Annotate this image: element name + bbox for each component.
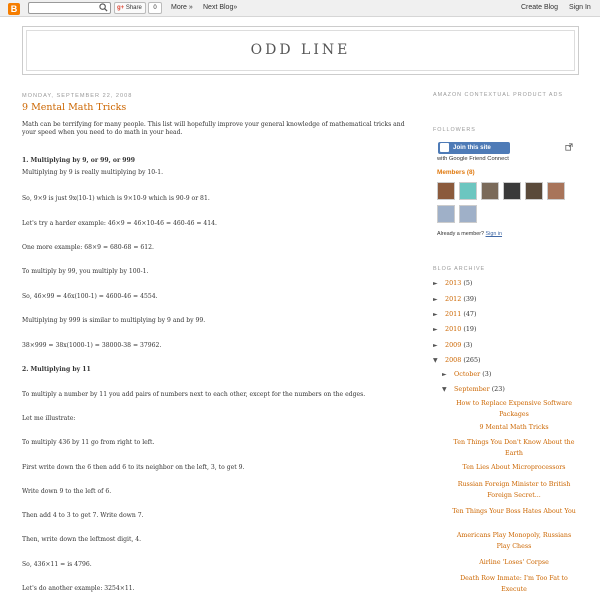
members-label[interactable]: Members (8) xyxy=(437,169,475,176)
archive-post-link[interactable]: Ten Things Your Boss Hates About You xyxy=(452,508,576,515)
archive-month[interactable] xyxy=(442,385,505,393)
paragraph: Let's do another example: 3254×11. xyxy=(22,585,135,592)
archive-month-label[interactable]: October xyxy=(454,370,481,378)
archive-year[interactable] xyxy=(433,295,476,303)
next-blog-link[interactable]: Next Blog» xyxy=(203,4,238,11)
gfc-label: with Google Friend Connect xyxy=(437,156,509,162)
amazon-ads-heading: AMAZON CONTEXTUAL PRODUCT ADS xyxy=(433,92,563,98)
member-avatar[interactable] xyxy=(437,182,455,200)
archive-count: (39) xyxy=(463,295,477,303)
archive-count: (3) xyxy=(463,341,473,349)
paragraph: Then, write down the leftmost digit, 4. xyxy=(22,536,142,543)
collapsed-arrow-icon[interactable]: ► xyxy=(433,342,438,349)
member-avatar[interactable] xyxy=(437,205,455,223)
archive-year[interactable] xyxy=(433,341,472,349)
member-avatar[interactable] xyxy=(525,182,543,200)
paragraph: To multiply by 99, you multiply by 100-1. xyxy=(22,268,149,275)
paragraph: Multiplying by 999 is similar to multiplying by 9 and by 99. xyxy=(22,317,206,324)
paragraph: Multiplying by 9 is really multiplying by 10-1. xyxy=(22,169,164,176)
expand-icon[interactable] xyxy=(565,143,573,151)
member-avatar[interactable] xyxy=(503,182,521,200)
member-avatar[interactable] xyxy=(459,182,477,200)
member-avatar[interactable] xyxy=(547,182,565,200)
share-count: 0 xyxy=(148,2,162,14)
paragraph: To multiply 436 by 11 go from right to left. xyxy=(22,439,155,446)
archive-count: (265) xyxy=(463,356,481,364)
section-heading: 2. Multiplying by 11 xyxy=(22,366,91,373)
join-label: Join this site xyxy=(453,144,491,151)
paragraph: Let me illustrate: xyxy=(22,415,76,422)
paragraph: 38×999 = 38x(1000-1) = 38000-38 = 37962. xyxy=(22,342,162,349)
join-site-button[interactable] xyxy=(438,142,510,154)
share-label: Share xyxy=(125,5,142,11)
google-icon xyxy=(440,143,449,152)
sign-in-link[interactable]: Sign In xyxy=(569,4,591,11)
archive-count: (3) xyxy=(482,370,492,378)
paragraph: So, 436×11 = is 4796. xyxy=(22,561,92,568)
blog-title[interactable]: ODD LINE xyxy=(250,42,351,58)
more-menu[interactable]: More » xyxy=(171,4,193,11)
archive-post-link[interactable]: Russian Foreign Minister to British Foreign Secret... xyxy=(457,481,571,499)
create-blog-link[interactable]: Create Blog xyxy=(521,4,558,11)
paragraph: Then add 4 to 3 to get 7. Write down 7. xyxy=(22,512,144,519)
blog-archive-heading: BLOG ARCHIVE xyxy=(433,266,486,272)
section-heading: 1. Multiplying by 9, or 99, or 999 xyxy=(22,157,135,164)
archive-year[interactable] xyxy=(433,279,472,287)
paragraph: First write down the 6 then add 6 to its neighbor on the left, 3, to get 9. xyxy=(22,464,245,471)
post-date: MONDAY, SEPTEMBER 22, 2008 xyxy=(22,93,133,99)
paragraph: Write down 9 to the left of 6. xyxy=(22,488,112,495)
paragraph: One more example: 68×9 = 680-68 = 612. xyxy=(22,244,154,251)
archive-year-label[interactable]: 2008 xyxy=(445,356,462,364)
archive-count: (47) xyxy=(463,310,477,318)
archive-year-label[interactable]: 2009 xyxy=(445,341,462,349)
archive-post-link[interactable]: Ten Lies About Microprocessors xyxy=(462,464,566,471)
blogger-logo-icon[interactable]: B xyxy=(8,3,20,15)
archive-year-label[interactable]: 2010 xyxy=(445,325,462,333)
archive-count: (5) xyxy=(463,279,473,287)
member-avatar[interactable] xyxy=(481,182,499,200)
already-member-text xyxy=(437,231,502,237)
expanded-arrow-icon[interactable]: ▼ xyxy=(442,386,447,393)
archive-post-link[interactable]: Death Row Inmate: I'm Too Fat to Execute xyxy=(460,575,568,593)
post-intro: Math can be terrifying for many people. This list will hopefully improve your general knowledge of mathematical tricks and your speed when you need to do math in your head. xyxy=(22,121,405,137)
blogger-navbar xyxy=(0,0,600,17)
archive-month[interactable] xyxy=(442,370,491,378)
post-title[interactable]: 9 Mental Math Tricks xyxy=(22,102,127,113)
paragraph: Let's try a harder example: 46×9 = 46×10-46 = 460-46 = 414. xyxy=(22,220,217,227)
member-avatar[interactable] xyxy=(459,205,477,223)
archive-count: (19) xyxy=(463,325,477,333)
archive-post-link[interactable]: 9 Mental Math Tricks xyxy=(479,424,549,431)
collapsed-arrow-icon[interactable]: ► xyxy=(433,311,438,318)
expanded-arrow-icon[interactable]: ▼ xyxy=(433,357,438,364)
archive-post-link[interactable]: Ten Things You Don't Know About the Earth xyxy=(453,439,575,457)
share-button[interactable] xyxy=(114,2,146,14)
paragraph: So, 9×9 is just 9x(10-1) which is 9×10-9 which is 90-9 or 81. xyxy=(22,195,210,202)
collapsed-arrow-icon[interactable]: ► xyxy=(433,280,438,287)
followers-heading: FOLLOWERS xyxy=(433,127,476,133)
already-label: Already a member? xyxy=(437,231,485,237)
collapsed-arrow-icon[interactable]: ► xyxy=(433,296,438,303)
archive-year-label[interactable]: 2012 xyxy=(445,295,462,303)
search-icon[interactable] xyxy=(99,3,108,12)
archive-count: (23) xyxy=(491,385,505,393)
followers-widget xyxy=(433,138,573,168)
paragraph: So, 46×99 = 46x(100-1) = 4600-46 = 4554. xyxy=(22,293,158,300)
collapsed-arrow-icon[interactable]: ► xyxy=(433,326,438,333)
collapsed-arrow-icon[interactable]: ► xyxy=(442,371,447,378)
archive-year[interactable] xyxy=(433,310,476,318)
archive-month-label[interactable]: September xyxy=(454,385,490,393)
archive-post-link[interactable]: How to Replace Expensive Software Packages xyxy=(456,400,572,418)
google-plus-icon: g+ xyxy=(117,5,125,11)
archive-year-label[interactable]: 2013 xyxy=(445,279,462,287)
archive-year-label[interactable]: 2011 xyxy=(445,310,462,318)
archive-year[interactable] xyxy=(433,325,476,333)
archive-post-link[interactable]: Americans Play Monopoly, Russians Play Chess xyxy=(456,532,572,550)
blog-header-inner xyxy=(26,30,575,71)
blog-header xyxy=(22,26,579,75)
paragraph: To multiply a number by 11 you add pairs of numbers next to each other, except for the numbers on the edges. xyxy=(22,391,366,398)
sign-in-link[interactable]: Sign in xyxy=(485,231,503,237)
archive-year[interactable] xyxy=(433,356,481,364)
archive-post-link[interactable]: Airline 'Loses' Corpse xyxy=(479,559,549,566)
